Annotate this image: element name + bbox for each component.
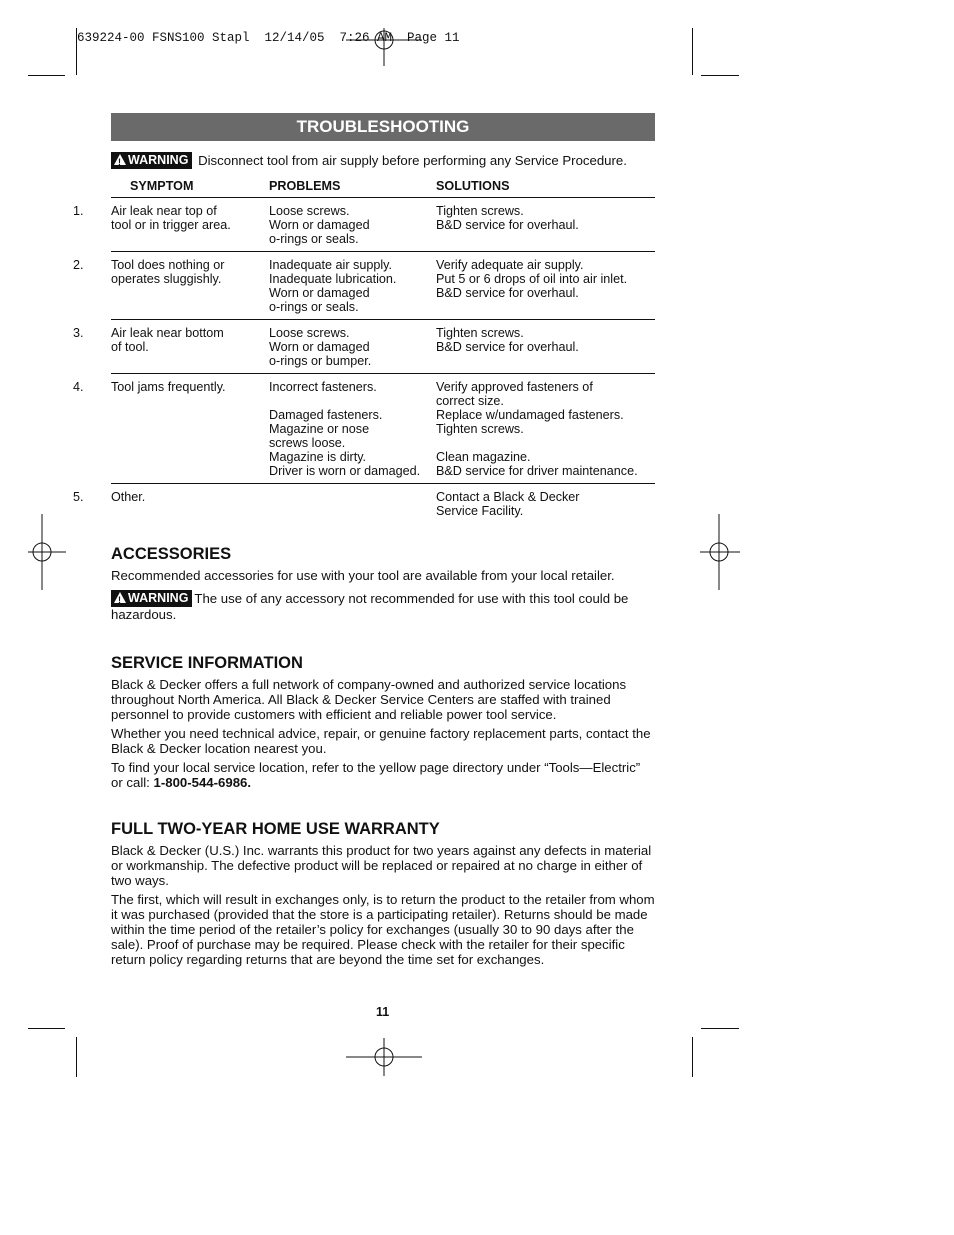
table-row [111, 374, 655, 484]
symptom-text: Other. [111, 490, 146, 504]
symptom-text: Tool does nothing or operates sluggishly. [111, 258, 225, 286]
service-paragraph-1: Black & Decker offers a full network of company-owned and authorized service locations throughout North America. All Black & Decker Service Centers are staffed with trained personnel to provide customers with efficient and reliable power tool service. [111, 677, 627, 722]
service-section [111, 654, 655, 790]
table-row [111, 484, 655, 524]
warning-triangle-icon [114, 154, 126, 165]
solutions-cell: Tighten screws. B&D service for overhaul. [436, 198, 655, 252]
table-row [111, 320, 655, 374]
col-header-problems: PROBLEMS [269, 179, 436, 198]
col-header-symptom: SYMPTOM [111, 179, 269, 198]
warranty-paragraph-1: Black & Decker (U.S.) Inc. warrants this product for two years against any defects in material or workmanship. The defective product will be replaced or repaired at no charge in either of two ways. [111, 843, 652, 888]
troubleshooting-table [73, 179, 655, 523]
warning-triangle-icon [114, 592, 126, 603]
troubleshooting-warning [111, 152, 655, 169]
warranty-heading: FULL TWO-YEAR HOME USE WARRANTY [111, 820, 440, 838]
solutions-cell: Verify approved fasteners of correct size. Replace w/undamaged fasteners. Tighten screws. Clean magazine. B&D service for driver maintenance. [436, 374, 655, 484]
printer-slug: 639224-00 FSNS100 Stapl 12/14/05 7:26 AM Page 11 [77, 31, 460, 45]
table-row [111, 198, 655, 252]
symptom-cell [73, 198, 269, 252]
symptom-cell [73, 484, 269, 524]
symptom-cell [73, 252, 269, 320]
solutions-cell: Verify adequate air supply. Put 5 or 6 drops of oil into air inlet. B&D service for overhaul. [436, 252, 655, 320]
row-number: 4. [73, 380, 84, 394]
solutions-cell: Contact a Black & Decker Service Facility. [436, 490, 580, 518]
warning-text: Disconnect tool from air supply before performing any Service Procedure. [198, 153, 627, 168]
symptom-cell [73, 374, 269, 484]
row-number: 5. [73, 490, 84, 504]
warning-badge: !WARNING [111, 152, 192, 169]
accessories-heading: ACCESSORIES [111, 545, 232, 563]
solutions-cell: Tighten screws. B&D service for overhaul. [436, 320, 655, 374]
symptom-text: Air leak near top of tool or in trigger area. [111, 204, 231, 232]
problems-cell: Loose screws. Worn or damaged o-rings or seals. [269, 198, 436, 252]
problems-cell: Inadequate air supply. Inadequate lubrication. Worn or damaged o-rings or seals. [269, 252, 436, 320]
table-row [111, 252, 655, 320]
problems-cell: Incorrect fasteners. Damaged fasteners. Magazine or nose screws loose. Magazine is dirty. Driver is worn or damaged. [269, 374, 436, 484]
warranty-section [111, 820, 655, 967]
row-number: 2. [73, 258, 84, 272]
warning-text: The use of any accessory not recommended for use with this tool could be hazardous. [111, 591, 629, 622]
troubleshooting-banner: TROUBLESHOOTING [111, 113, 655, 141]
registration-mark-top [346, 28, 422, 68]
accessories-section [111, 545, 655, 622]
col-header-solutions: SOLUTIONS [436, 179, 655, 198]
warranty-paragraph-2: The first, which will result in exchanges only, is to return the product to the retailer from whom it was purchased (provided that the store is a participating retailer). Returns should be made within the time period of the retailer’s policy for exchanges (usually 30 to 90 days after the sale). Proof of purchase may be required. Please check with the retailer for their specific return policy regarding returns that are beyond the time set for exchanges. [111, 892, 655, 967]
problems-cell: Loose screws. Worn or damaged o-rings or bumper. [269, 320, 436, 374]
accessories-text: Recommended accessories for use with your tool are available from your local retailer. [111, 568, 615, 583]
row-number: 1. [73, 204, 84, 218]
warning-badge: !WARNING [111, 590, 192, 607]
registration-mark-right [700, 514, 740, 590]
service-paragraph-2: Whether you need technical advice, repair, or genuine factory replacement parts, contact the Black & Decker location nearest you. [111, 726, 651, 756]
row-number: 3. [73, 326, 84, 340]
page-content [73, 113, 655, 971]
service-heading: SERVICE INFORMATION [111, 654, 303, 672]
accessories-warning [111, 590, 655, 622]
symptom-text: Air leak near bottom of tool. [111, 326, 224, 354]
service-paragraph-3: To find your local service location, refer to the yellow page directory under “Tools—Electric” or call: 1-800-544-6986. [111, 760, 641, 790]
page-number: 11 [376, 1005, 390, 1019]
symptom-cell [73, 320, 269, 374]
registration-mark-left [28, 514, 68, 590]
registration-mark-bottom [346, 1038, 422, 1078]
problems-cell [269, 484, 436, 524]
service-phone: 1-800-544-6986. [153, 775, 252, 790]
symptom-text: Tool jams frequently. [111, 380, 226, 394]
